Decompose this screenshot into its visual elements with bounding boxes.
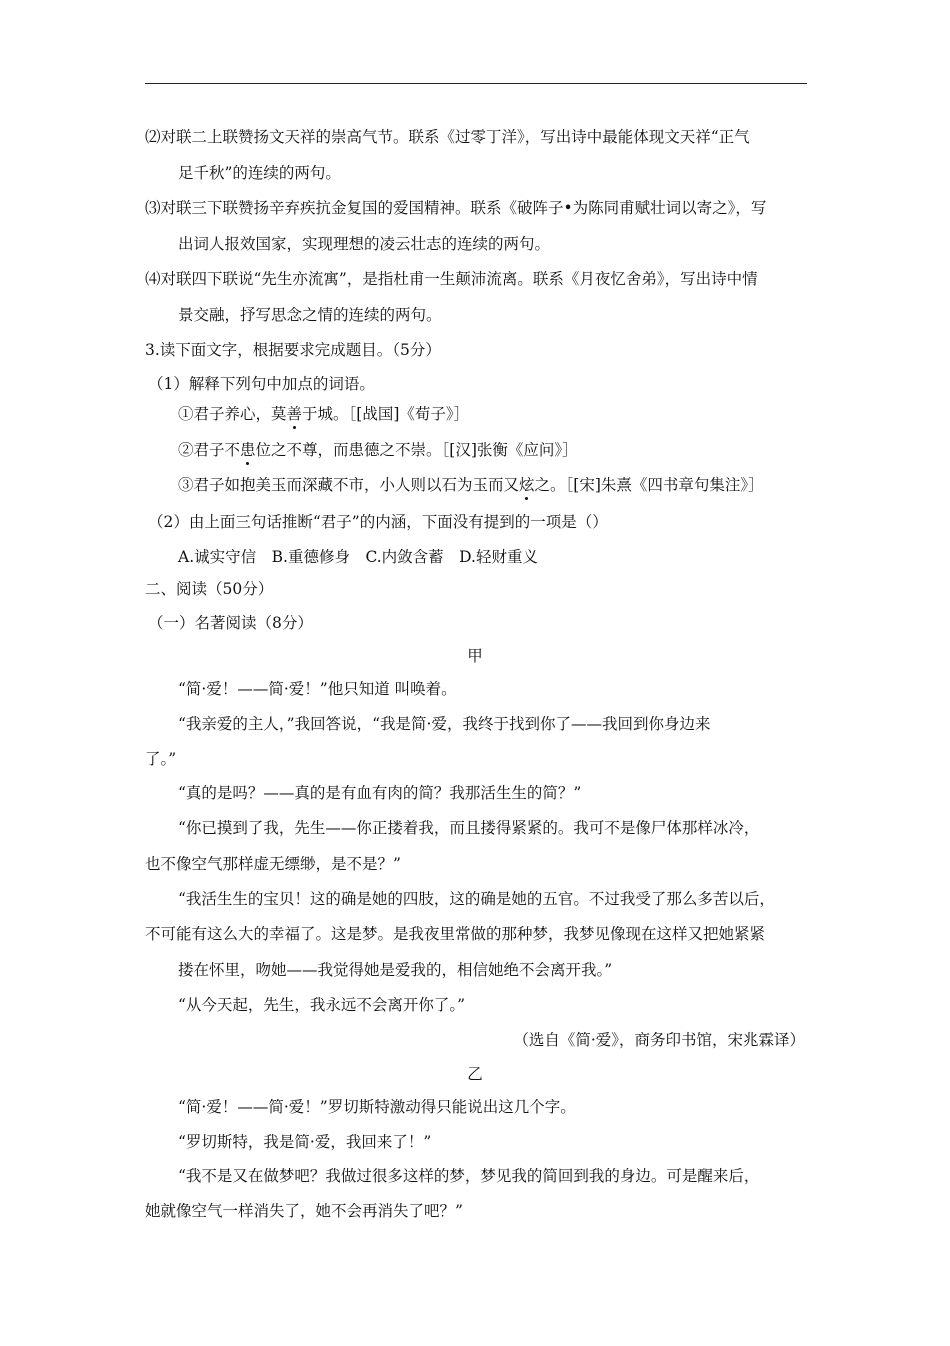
emphasized-word-3: 炫	[519, 476, 535, 494]
quote-3-post: 之。［[宋]朱熹《四书章句集注》］	[534, 476, 764, 494]
answer-options: A.诚实守信 B.重德修身 C.内敛含蓄 D.轻财重义	[178, 548, 538, 566]
jia-paragraph-5-line-1: “我活生生的宝贝！这的确是她的四肢，这的确是她的五官。不过我受了那么多苦以后，	[178, 890, 775, 908]
question-3-heading: 3.读下面文字，根据要求完成题目。（5分）	[145, 341, 441, 359]
yi-paragraph-1: “简·爱！——简·爱！”罗切斯特激动得只能说出这几个字。	[178, 1098, 576, 1116]
quote-1-pre: ①君子养心，莫	[178, 405, 287, 423]
emphasized-word-2: 患	[240, 441, 256, 459]
yi-paragraph-2: “罗切斯特，我是简·爱，我回来了！”	[178, 1133, 432, 1151]
jia-paragraph-5-line-3: 搂在怀里，吻她——我觉得她是爱我的，相信她绝不会离开我。”	[178, 961, 613, 979]
jia-paragraph-4-line-1: “你已摸到了我，先生——你正搂着我，而且搂得紧紧的。我可不是像尸体那样冰冷，	[178, 819, 760, 837]
excerpt-jia-label: 甲	[467, 647, 483, 665]
question-2-3-line-1: ⑶对联三下联赞扬辛弃疾抗金复国的爱国精神。联系《破阵子•为陈同甫赋壮词以寄之》，写	[145, 199, 767, 217]
section-2-1-heading: （一）名著阅读（8分）	[148, 614, 313, 632]
jia-paragraph-4-line-2: 也不像空气那样虚无缥缈，是不是？”	[145, 855, 401, 873]
quote-3-pre: ③君子如抱美玉而深藏不市，小人则以石为玉而又	[178, 476, 520, 494]
question-2-3-line-2: 出词人报效国家，实现理想的凌云壮志的连续的两句。	[178, 235, 551, 253]
jia-source: （选自《简·爱》，商务印书馆，宋兆霖译）	[513, 1031, 805, 1049]
quote-1-post: 于城。［[战国]《荀子》］	[302, 405, 470, 423]
emphasized-word-1: 善	[286, 405, 303, 423]
jia-paragraph-5-line-2: 不可能有这么大的幸福了。这是梦。是我夜里常做的那种梦，我梦见像现在这样又把她紧紧	[145, 925, 766, 943]
quote-2	[178, 440, 578, 460]
yi-paragraph-3-line-1: “我不是又在做梦吧？我做过很多这样的梦，梦见我的简回到我的身边。可是醒来后，	[178, 1167, 760, 1185]
jia-paragraph-2-line-1: “我亲爱的主人，”我回答说，“我是简·爱，我终于找到你了——我回到你身边来	[178, 715, 711, 733]
question-2-4-line-1: ⑷对联四下联说“先生亦流寓”，是指杜甫一生颠沛流离。联系《月夜忆舍弟》，写出诗中情	[145, 270, 758, 288]
jia-paragraph-2-line-2: 了。”	[145, 750, 177, 768]
section-2-heading: 二、阅读（50分）	[145, 580, 274, 598]
question-2-2-line-1: ⑵对联二上联赞扬文天祥的崇高气节。联系《过零丁洋》，写出诗中最能体现文天祥“正气	[145, 128, 750, 146]
jia-paragraph-3: “真的是吗？——真的是有血有肉的简？我那活生生的简？”	[178, 784, 582, 802]
quote-3	[178, 475, 764, 495]
question-2-2-line-2: 足千秋”的连续的两句。	[178, 164, 341, 182]
yi-paragraph-3-line-2: 她就像空气一样消失了，她不会再消失了吧？”	[145, 1202, 463, 1220]
question-2-4-line-2: 景交融，抒写思念之情的连续的两句。	[178, 306, 442, 324]
jia-paragraph-1: “简·爱！——简·爱！”他只知道 叫唤着。	[178, 680, 457, 698]
jia-paragraph-6: “从今天起，先生，我永远不会离开你了。”	[178, 996, 466, 1014]
header-rule	[145, 83, 807, 84]
quote-2-post: 位之不尊，而患德之不崇。［[汉]张衡《应问》］	[255, 441, 578, 459]
question-3-1-prompt: （1）解释下列句中加点的词语。	[148, 375, 375, 393]
question-3-2-prompt: （2）由上面三句话推断“君子”的内涵，下面没有提到的一项是（）	[148, 513, 608, 531]
quote-1	[178, 404, 469, 424]
quote-2-pre: ②君子不	[178, 441, 241, 459]
excerpt-yi-label: 乙	[467, 1065, 483, 1083]
